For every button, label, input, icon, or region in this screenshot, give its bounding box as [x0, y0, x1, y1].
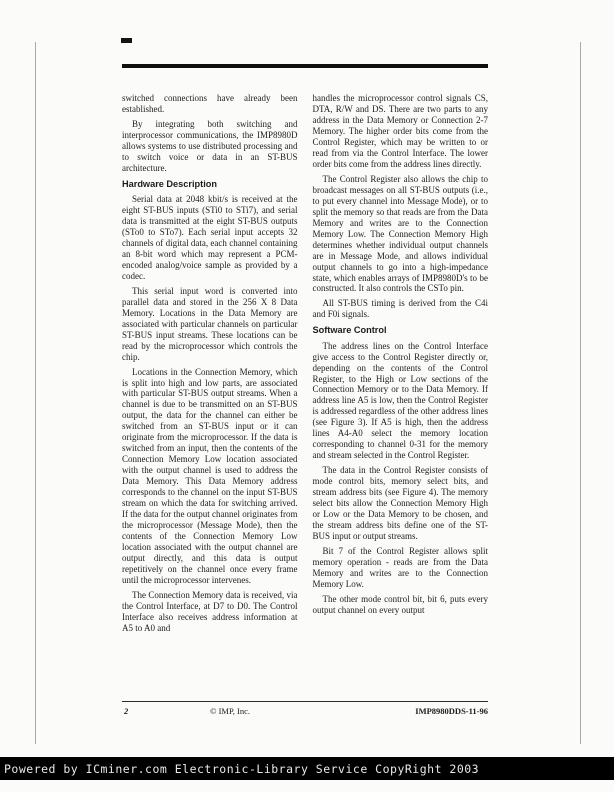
page-number: 2	[124, 706, 129, 716]
paragraph: Serial data at 2048 kbit/s is received at the eight ST-BUS inputs (STi0 to STi7), and serial data is transmitted at the eight ST-BUS outputs (STo0 to STo7). Each serial input accepts 32 channels of digital data, each channel containing an 8-bit word which may represent a PCM-encoded analog/voice sample as provided by a codec.	[122, 194, 298, 281]
scan-artifact-right-line	[580, 42, 581, 744]
paragraph: handles the microprocessor control signals CS, DTA, R/W and DS. There are two parts to any address in the Data Memory or Connection 2-7 Memory. The higher order bits come from the Control Register, which may be written to or read from via the Control Interface. The lower order bits come from the address lines directly.	[312, 93, 488, 169]
publisher: © IMP, Inc.	[210, 706, 250, 716]
section-heading: Hardware Description	[122, 178, 217, 189]
header-rule	[122, 64, 488, 68]
paragraph: By integrating both switching and interprocessor communications, the IMP8980D allows systems to use distributed processing and to switch voice or data in an ST-BUS architecture.	[122, 118, 298, 173]
paragraph: The other mode control bit, bit 6, puts every output channel on every output	[312, 593, 488, 615]
paragraph: Locations in the Connection Memory, which is split into high and low parts, are associated with particular ST-BUS output streams. When a channel is due to be transmitted on an ST-BUS output, the data for the channel can either be switched from an ST-BUS input or it can originate from the microprocessor. If the data is switched from an input, then the contents of the Connection Memory Low location associated with the output channel is used to address the Data Memory. This Data Memory address corresponds to the channel on the input ST-BUS stream on which the data for switching arrived. If the data for the output channel originates from the microprocessor (Message Mode), then the contents of the Connection Memory Low location associated with the output channel are output directly, and this data is output repetitively on the channel once every frame until the microprocessor intervenes.	[122, 366, 298, 585]
paragraph: The Connection Memory data is received, via the Control Interface, at D7 to D0. The Control Interface also receives address information at A5 to A0 and	[122, 589, 298, 633]
two-column-text	[122, 93, 488, 638]
library-service-text: Powered by ICminer.com Electronic-Library Service CopyRight 2003	[4, 761, 480, 776]
scan-artifact-tick	[121, 38, 132, 43]
paragraph: switched connections have already been established.	[122, 93, 298, 114]
library-service-bar	[0, 757, 614, 780]
doc-code: IMP8980DDS-11-96	[415, 706, 488, 716]
paragraph: This serial input word is converted into parallel data and stored in the 256 X 8 Data Memory. Locations in the Data Memory are associated with particular channels on particular ST-BUS input streams. These locations can be read by the microprocessor which controls the chip.	[122, 285, 298, 362]
paragraph: All ST-BUS timing is derived from the C4i and F0i signals.	[312, 298, 488, 320]
left-column	[122, 93, 298, 638]
right-column	[313, 93, 489, 638]
scan-artifact-left-line	[35, 42, 36, 744]
paragraph: The Control Register also allows the chip to broadcast messages on all ST-BUS outputs (i.e., to put every channel into Message Mode), or to split the memory so that reads are from the Data Memory and writes are to the Connection Memory Low. The Connection Memory High determines whether individual output channels are in Message Mode, and allows individual output channels to go into a high-impedance state, which enables arrays of IMP8980D's to be constructed. It also controls the CSTo pin.	[312, 173, 488, 294]
section-heading: Software Control	[312, 325, 387, 336]
paragraph: The address lines on the Control Interface give access to the Control Register directly or, depending on the contents of the Control Register, to the High or Low sections of the Connection Memory or to the Data Memory. If address line A5 is low, then the Control Register is addressed regardless of the other address lines (see Figure 3). If A5 is high, then the address lines A4-A0 select the memory location corresponding to channel 0-31 for the memory and stream selected in the Control Register.	[312, 340, 488, 461]
paragraph: Bit 7 of the Control Register allows split memory operation - reads are from the Data Memory and writes are to the Connection Memory Low.	[312, 546, 488, 589]
paragraph: The data in the Control Register consists of mode control bits, memory select bits, and stream address bits (see Figure 4). The memory select bits allow the Connection Memory High or Low or the Data Memory to be chosen, and the stream address bits define one of the ST-BUS input or output streams.	[312, 465, 488, 542]
page-footer	[122, 701, 488, 720]
